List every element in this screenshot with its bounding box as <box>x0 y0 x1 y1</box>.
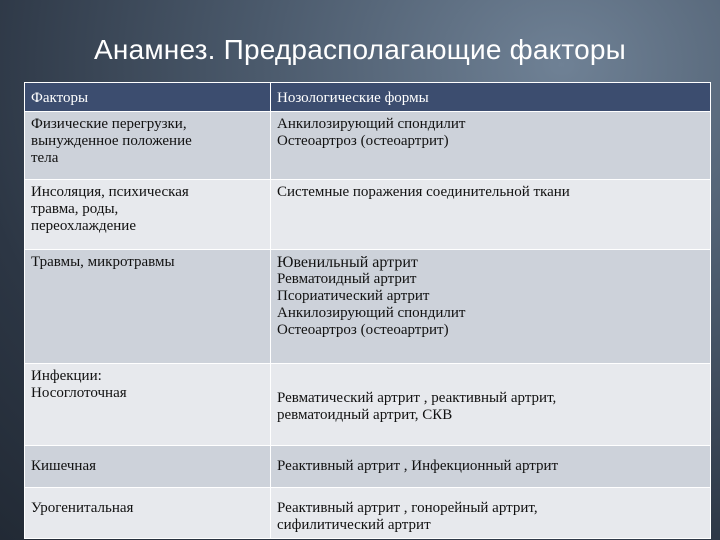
factor-cell: Инсоляция, психическая травма, роды, переохлаждение <box>25 180 271 250</box>
table-row <box>25 180 711 250</box>
header-nosological-forms: Нозологические формы <box>271 83 711 112</box>
table-row <box>25 364 711 446</box>
forms-cell: Ревматический артрит , реактивный артрит, ревматоидный артрит, СКВ <box>271 364 711 446</box>
forms-cell: Реактивный артрит , Инфекционный артрит <box>271 446 711 488</box>
factor-cell: Кишечная <box>25 446 271 488</box>
factor-cell: Травмы, микротравмы <box>25 250 271 364</box>
table-row <box>25 112 711 180</box>
factor-cell: Инфекции: Носоглоточная <box>25 364 271 446</box>
table-row <box>25 488 711 539</box>
forms-cell: Реактивный артрит , гонорейный артрит, сифилитический артрит <box>271 488 711 539</box>
forms-cell: Системные поражения соединительной ткани <box>271 180 711 250</box>
factor-cell: Урогенитальная <box>25 488 271 539</box>
forms-cell: Ювенильный артрит Ревматоидный артрит Псориатический артрит Анкилозирующий спондилит Остеоартроз (остеоартрит) <box>271 250 711 364</box>
factors-table <box>24 82 711 539</box>
table-row <box>25 446 711 488</box>
forms-cell: Анкилозирующий спондилит Остеоартроз (остеоартрит) <box>271 112 711 180</box>
slide-title: Анамнез. Предрасполагающие факторы <box>94 34 626 65</box>
table-header-row <box>25 83 711 112</box>
factor-cell: Физические перегрузки, вынужденное положение тела <box>25 112 271 180</box>
table-row <box>25 250 711 364</box>
header-factors: Факторы <box>25 83 271 112</box>
